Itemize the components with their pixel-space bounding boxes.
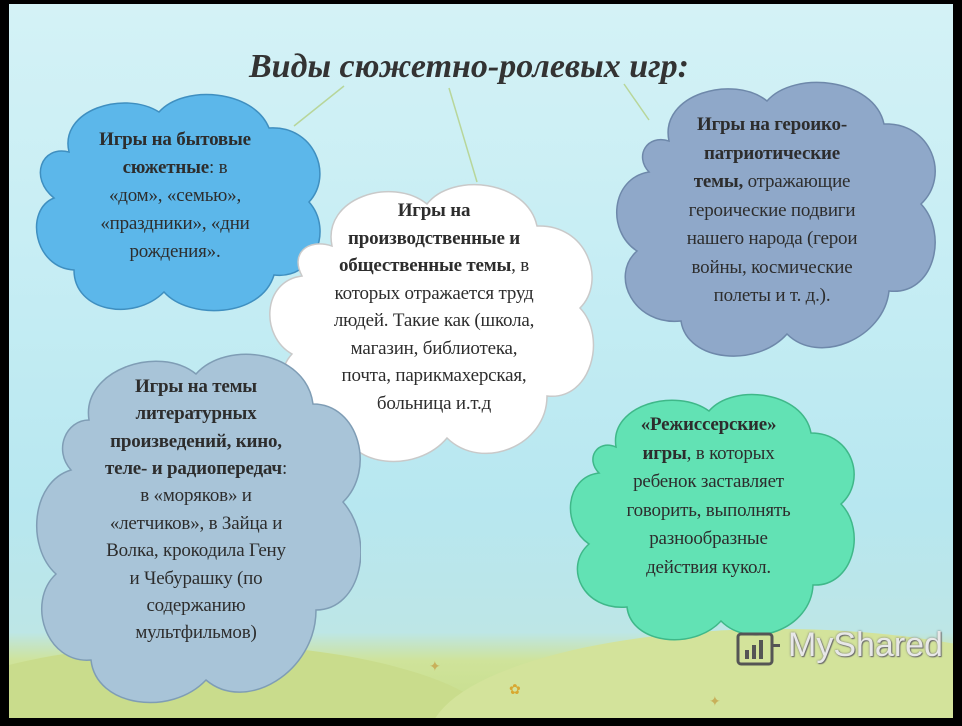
cloud-line <box>39 238 311 266</box>
cloud-bold-run: литературных <box>135 403 257 425</box>
cloud-line <box>47 428 345 455</box>
cloud-text-run: : <box>281 458 288 480</box>
cloud-line <box>289 197 579 225</box>
cloud-line <box>39 154 311 182</box>
cloud-text-run: ребенок заставляет <box>633 471 784 492</box>
cloud-bold-run: патриотические <box>704 142 840 164</box>
sparkle-icon: ✿ <box>509 683 521 698</box>
cloud-line <box>47 510 345 537</box>
slide <box>9 4 953 718</box>
cloud-text-run: и Чебурашку (по <box>129 567 263 589</box>
cloud-line <box>39 210 311 238</box>
cloud-line <box>632 168 912 197</box>
cloud-bold-run: произведений, кино, <box>110 430 282 452</box>
cloud-text-everyday <box>39 126 311 267</box>
cloud-line <box>47 619 345 646</box>
cloud-line <box>632 140 912 169</box>
cloud-line <box>289 252 579 280</box>
cloud-line <box>632 197 912 226</box>
connector-line <box>449 88 477 182</box>
cloud-bold-run: сюжетные <box>122 157 209 179</box>
cloud-line <box>632 111 912 140</box>
cloud-text-run: , в <box>511 255 530 277</box>
cloud-text-run: «праздники», «дни <box>100 213 250 235</box>
cloud-bold-run: теле- и радиопередач <box>104 458 282 480</box>
cloud-text-run: разнообразные <box>649 528 768 549</box>
cloud-text-run: «летчиков», в Зайца и <box>109 512 283 534</box>
cloud-text-director <box>571 411 846 582</box>
cloud-text-run: героические подвиги <box>688 199 856 221</box>
cloud-text-heroic <box>632 111 912 311</box>
cloud-text-run: почта, парикмахерская, <box>341 365 527 387</box>
cloud-line <box>47 455 345 482</box>
cloud-text-run: мультфильмов) <box>135 622 257 644</box>
cloud-line <box>571 440 846 469</box>
cloud-line <box>571 554 846 583</box>
cloud-text-run: говорить, выполнять <box>626 499 791 521</box>
watermark-text: MyShared <box>788 626 943 664</box>
cloud-bold-run: Игры на героико- <box>697 114 847 135</box>
cloud-line <box>289 335 579 363</box>
sparkle-icon: ✦ <box>709 695 721 710</box>
cloud-line <box>39 182 311 210</box>
cloud-bold-run: общественные темы <box>338 255 512 277</box>
cloud-line <box>571 411 846 440</box>
cloud-text-run: , в которых <box>686 442 775 464</box>
cloud-line <box>47 400 345 427</box>
cloud-text-run: в «моряков» и <box>140 485 252 507</box>
cloud-line <box>289 280 579 308</box>
cloud-line <box>632 225 912 254</box>
cloud-text-run: действия кукол. <box>646 556 771 578</box>
cloud-text-run: полеты и т. д.). <box>713 285 831 306</box>
cloud-line <box>47 537 345 564</box>
cloud-line <box>47 592 345 619</box>
cloud-text-run: нашего народа (герои <box>686 228 858 249</box>
cloud-line <box>632 282 912 311</box>
cloud-bold-run: Игры на темы <box>135 376 257 397</box>
cloud-text-run: войны, космические <box>691 256 853 278</box>
cloud-line <box>289 307 579 335</box>
cloud-line <box>571 525 846 554</box>
cloud-line <box>39 126 311 154</box>
cloud-line <box>571 468 846 497</box>
cloud-text-literary <box>47 373 345 647</box>
cloud-line <box>47 373 345 400</box>
cloud-bold-run: темы, <box>693 171 744 192</box>
cloud-text-run: людей. Такие как (школа, <box>333 310 535 332</box>
cloud-text-run: больница и.т.д <box>376 392 492 414</box>
cloud-text-run: : в <box>208 157 228 179</box>
cloud-text-run: рождения». <box>129 241 221 263</box>
cloud-text-run: отражающие <box>743 171 851 192</box>
cloud-line <box>632 254 912 283</box>
sparkle-icon: ✦ <box>429 660 441 675</box>
cloud-bold-run: «Режиссерские» <box>640 414 777 435</box>
cloud-bold-run: производственные и <box>347 227 520 249</box>
cloud-text-run: «дом», «семью», <box>108 185 242 207</box>
cloud-line <box>289 225 579 253</box>
cloud-text-run: Волка, крокодила Гену <box>106 540 286 562</box>
cloud-text-run: магазин, библиотека, <box>350 337 518 359</box>
cloud-line <box>47 565 345 592</box>
cloud-bold-run: Игры на бытовые <box>99 129 251 150</box>
cloud-line <box>571 497 846 526</box>
cloud-bold-run: Игры на <box>397 200 471 221</box>
myshared-logo-icon <box>736 630 782 670</box>
cloud-text-run: которых отражается труд <box>334 282 534 304</box>
cloud-text-run: содержанию <box>146 594 246 616</box>
cloud-bold-run: игры <box>642 442 687 464</box>
page-title: Виды сюжетно-ролевых игр: <box>249 48 689 85</box>
cloud-line <box>47 482 345 509</box>
